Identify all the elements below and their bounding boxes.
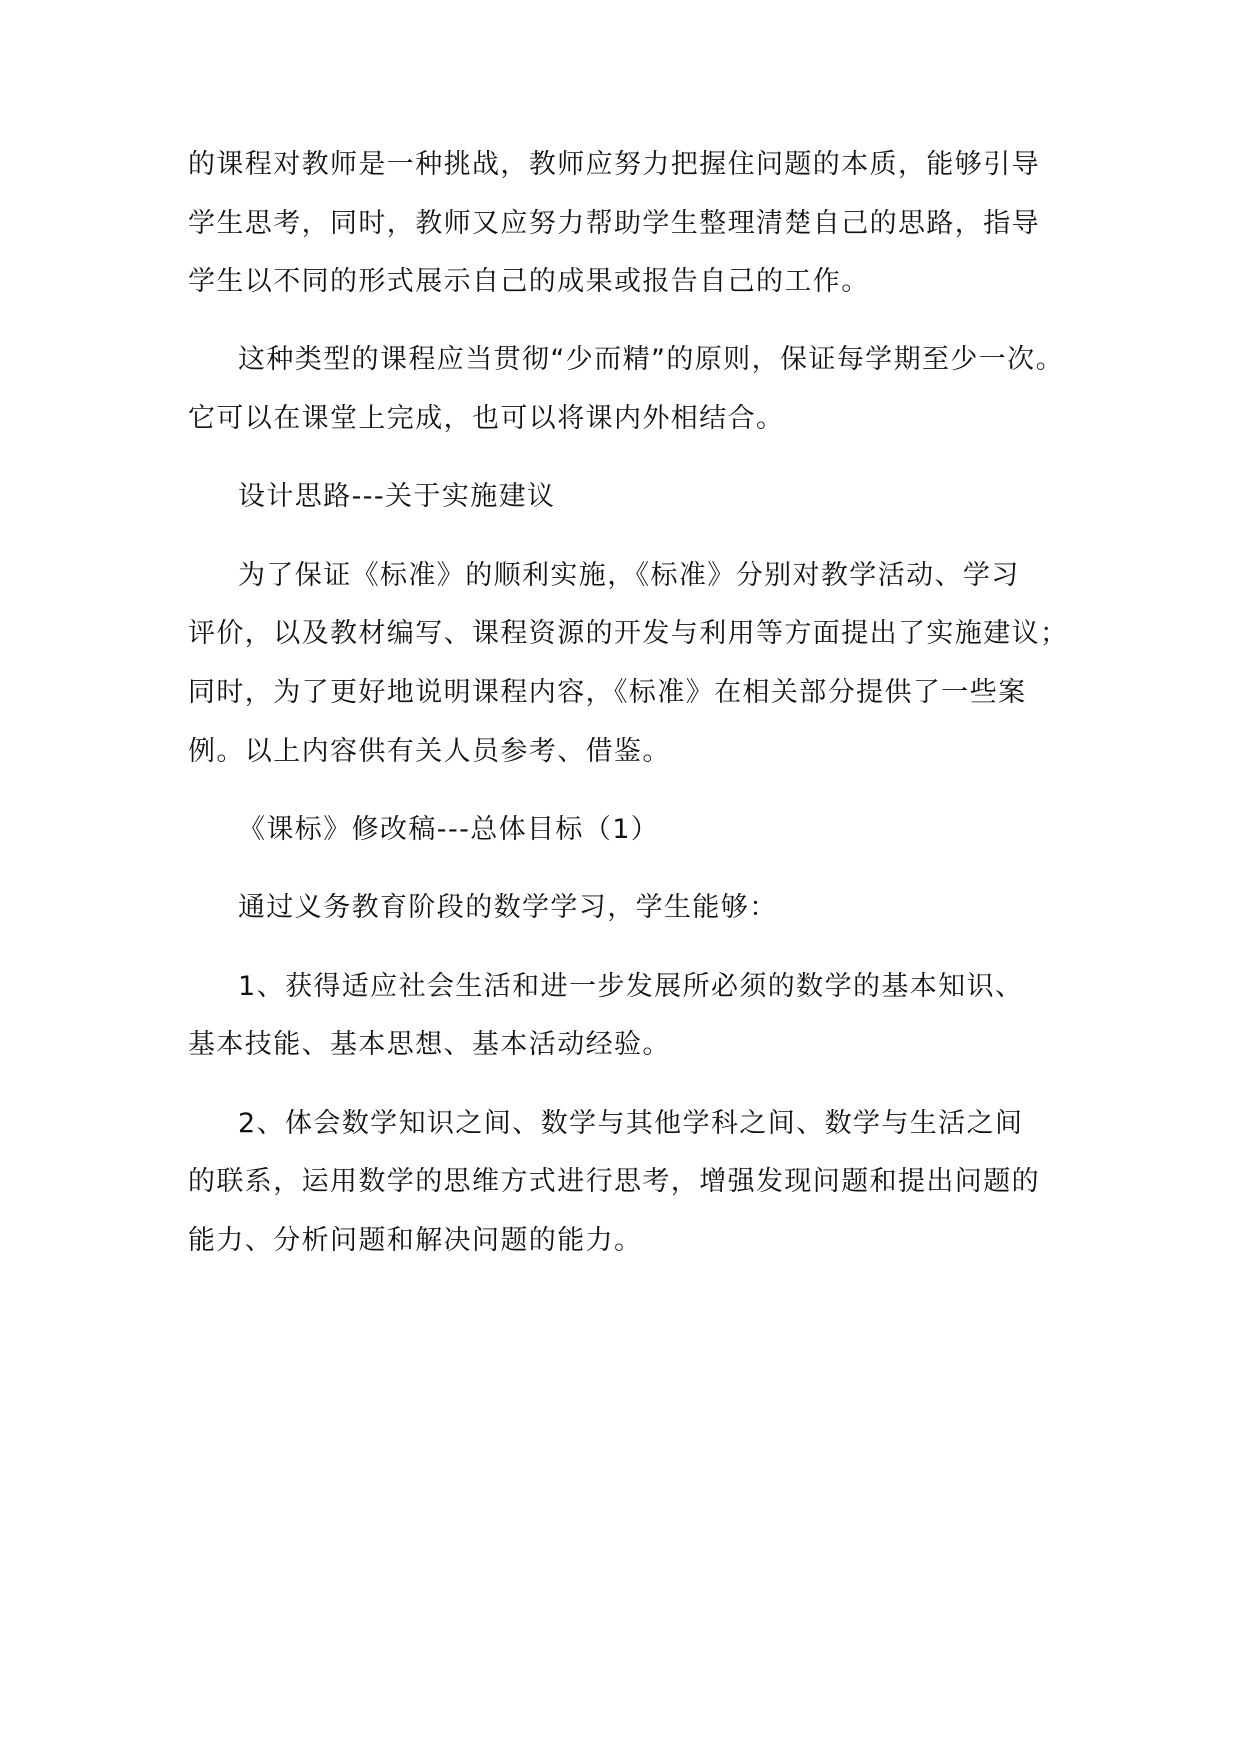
section-heading-implementation: 设计思路---关于实施建议	[238, 481, 556, 512]
goal-item-2-line-1: 2、体会数学知识之间、数学与其他学科之间、数学与生活之间	[238, 1108, 1024, 1139]
goal-item-1-line-2: 基本技能、基本思想、基本活动经验。	[188, 1029, 671, 1060]
section-heading-overall-goals: 《课标》修改稿---总体目标（1）	[238, 814, 660, 845]
paragraph-4-line-4: 例。以上内容供有关人员参考、借鉴。	[188, 736, 671, 767]
paragraph-4-line-2: 评价，以及教材编写、课程资源的开发与利用等方面提出了实施建议；	[188, 618, 1069, 649]
goal-item-2-line-3: 能力、分析问题和解决问题的能力。	[188, 1225, 643, 1256]
paragraph-2-line-2: 它可以在课堂上完成，也可以将课内外相结合。	[188, 403, 785, 434]
paragraph-1-line-1: 的课程对教师是一种挑战，教师应努力把握住问题的本质，能够引导	[188, 149, 1040, 180]
paragraph-4-line-3: 同时，为了更好地说明课程内容，《标准》在相关部分提供了一些案	[188, 677, 1027, 708]
paragraph-6-line-1: 通过义务教育阶段的数学学习，学生能够：	[238, 892, 778, 923]
paragraph-1-line-2: 学生思考，同时，教师又应努力帮助学生整理清楚自己的思路，指导	[188, 208, 1040, 239]
paragraph-1-line-3: 学生以不同的形式展示自己的成果或报告自己的工作。	[188, 266, 870, 297]
paragraph-4-line-1: 为了保证《标准》的顺利实施，《标准》分别对教学活动、学习	[238, 560, 1020, 591]
goal-item-1-line-1: 1、获得适应社会生活和进一步发展所必须的数学的基本知识、	[238, 971, 1024, 1002]
goal-item-2-line-2: 的联系，运用数学的思维方式进行思考，增强发现问题和提出问题的	[188, 1166, 1040, 1197]
paragraph-2-line-1: 这种类型的课程应当贯彻“少而精”的原则，保证每学期至少一次。	[238, 344, 1064, 375]
